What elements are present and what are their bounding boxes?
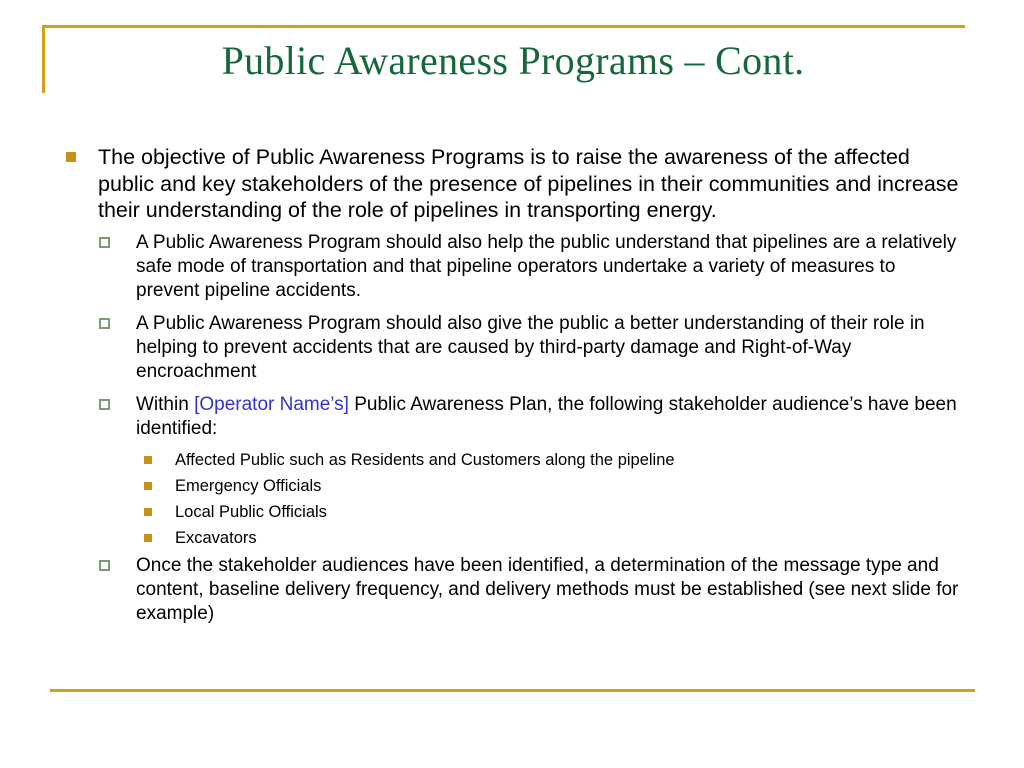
title-rule-left (42, 25, 45, 93)
bullet-level3-affected-public (0, 450, 1024, 470)
bullet-level3-excavators (0, 528, 1024, 548)
bullet-level3-text: Affected Public such as Residents and Customers along the pipeline (175, 450, 675, 469)
bullet-hollow-square-icon (99, 560, 110, 571)
bullet-level1-text: The objective of Public Awareness Programs is to raise the awareness of the affected public and key stakeholders of the presence of pipelines in their communities and increase their understanding of the role of pipelines in transporting energy. (98, 145, 959, 222)
operator-name-placeholder: [Operator Name’s] (194, 393, 349, 415)
bullet-square-icon (144, 508, 152, 516)
bullet-square-icon (66, 152, 76, 162)
bullet-level3-local-public-officials (0, 502, 1024, 522)
bullet-level3-text: Local Public Officials (175, 502, 327, 521)
bullet-square-icon (144, 534, 152, 542)
bullet-level2-text: A Public Awareness Program should also give the public a better understanding of their role in helping to prevent accidents that are caused by third-party damage and Right-of-Way encroachment (136, 312, 925, 382)
bullet-hollow-square-icon (99, 318, 110, 329)
bullet-level1 (0, 144, 1024, 224)
bullet-level2-text-before: Within (136, 393, 195, 415)
bullet-level3-group (0, 450, 1024, 548)
bullet-hollow-square-icon (99, 399, 110, 410)
bullet-level2-text-after: Public Awareness Plan, the following stakeholder audience’s have been identified: (136, 393, 957, 439)
bullet-hollow-square-icon (99, 237, 110, 248)
bullet-level3-emergency-officials (0, 476, 1024, 496)
bullet-level3-text: Emergency Officials (175, 476, 322, 495)
bullet-level2-help-public-understand (0, 231, 1024, 303)
footer-rule (50, 689, 975, 692)
bullet-level2-better-understanding (0, 312, 1024, 384)
bullet-level3-text: Excavators (175, 528, 257, 547)
slide-title: Public Awareness Programs – Cont. (221, 38, 805, 83)
bullet-square-icon (144, 456, 152, 464)
bullet-level2-stakeholder-audiences (0, 393, 1024, 441)
bullet-level2-text: Once the stakeholder audiences have been identified, a determination of the message type and content, baseline delivery frequency, and delivery methods must be established (see next slide for example) (136, 554, 959, 624)
slide-body (0, 144, 1024, 635)
bullet-level2-text: A Public Awareness Program should also help the public understand that pipelines are a relatively safe mode of transportation and that pipeline operators undertake a variety of measures to prevent pipeline accidents. (136, 231, 957, 301)
bullet-level2-message-type (0, 554, 1024, 626)
bullet-square-icon (144, 482, 152, 490)
title-rule-top (42, 25, 965, 28)
